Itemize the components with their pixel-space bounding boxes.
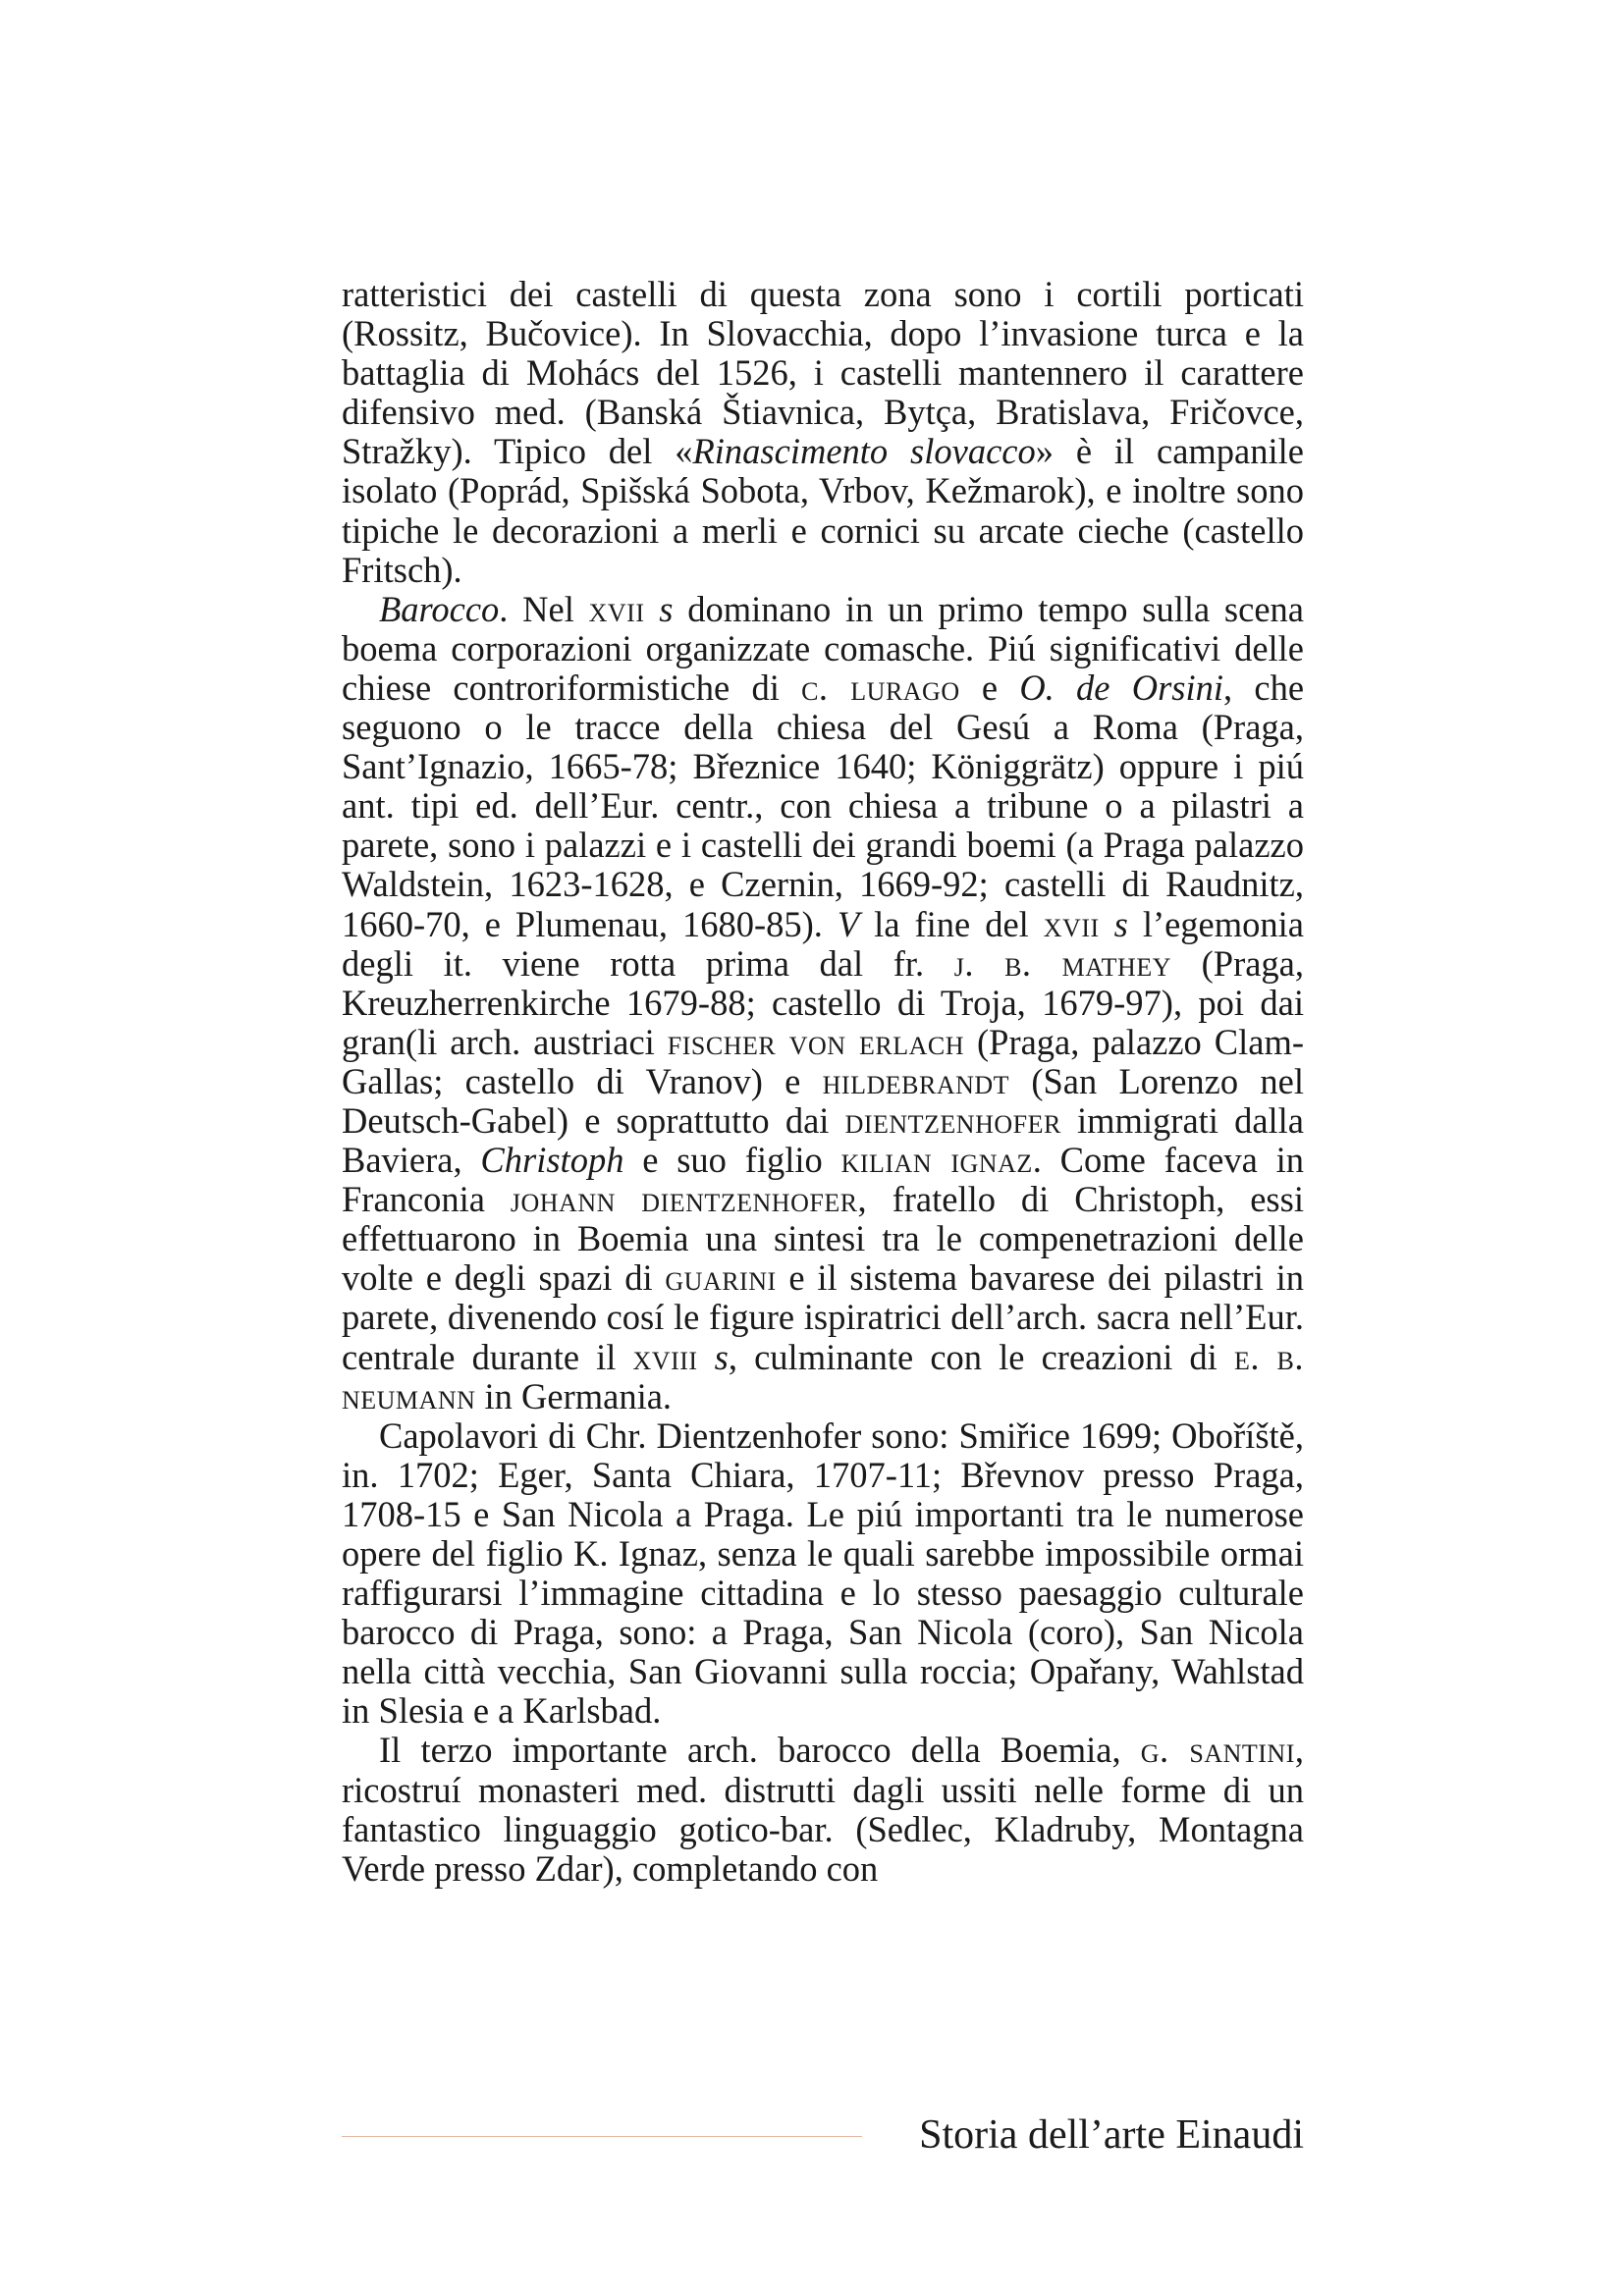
text-run [1100,904,1114,944]
small-caps-run: johann dientzenhofer [510,1179,858,1220]
small-caps-run: g. santini [1140,1730,1295,1771]
small-caps-run: hildebrandt [822,1060,1010,1101]
text-run: Capolavori di Chr. Dientzenhofer sono: Smiřice 1699; Oboříště, in. 1702; Eger, Santa Chiara, 1707-11; Břevnov presso Praga, 1708-15 e San Nicola a Praga. Le piú importanti tra le numerose opere del figlio K. Ignaz, senza le quali sarebbe impossibile ormai raffigurarsi l’immagine cittadina e lo stesso paesaggio culturale barocco di Praga, sono: a Praga, San Nicola (coro), San Nicola nella città vecchia, San Giovanni sulla roccia; Opařany, Wahlstad in Slesia e a Karlsbad. [342,1415,1304,1732]
paragraph-dientzenhofer-works [342,1416,1304,1732]
text-run: , che seguono o le tracce della chiesa del Gesú a Roma (Praga, Sant’Ignazio, 1665-78; Březnice 1640; Königgrätz) oppure i piú ant. tipi ed. dell’Eur. centr., con chiesa a tribune o a pilastri a parete, sono i palazzi e i castelli dei grandi boemi (a Praga palazzo Waldstein, 1623-1628, e Czernin, 1669-92; castelli di Raudnitz, 1660-70, e Plumenau, 1680-85). [342,667,1305,944]
italic-run: V [837,903,860,944]
text-run: . Nel [499,588,589,629]
small-caps-run: j. b. mathey [953,942,1171,984]
text-run: , fratello di Christoph, essi effettuarono in Boemia una sintesi tra le compenetrazioni delle volte e degli spazi di [342,1179,1304,1299]
text-run: immigrati dalla Baviera, [342,1099,1304,1181]
text-run: Il terzo importante arch. barocco della Boemia, [379,1730,1141,1771]
italic-run: O. de Orsini [1019,667,1224,708]
text-run [645,589,660,629]
footer-title: Storia dell’arte Einaudi [919,2112,1304,2158]
italic-run: s [714,1336,729,1377]
text-run: ratteristici dei castelli di questa zona sono i cortili porticati (Rossitz, Bučovice). In Slovacchia, dopo l’invasione turca e la battaglia di Mohács del 1526, i castelli mantennero il carattere difensivo med. (Banská Štiavnica, Bytça, Bratislava, Fričovce, Stražky). Tipico del « [342,274,1304,472]
italic-run: Barocco [379,588,500,629]
text-run: in Germania. [475,1375,673,1416]
text-run: (Praga, Kreuzherrenkirche 1679-88; castello di Troja, 1679-97), poi dai gran(li arch. austriaci [342,942,1304,1062]
paragraph-barocco [342,590,1304,1416]
small-caps-run: xviii [632,1336,698,1377]
footer-rule [342,2136,862,2137]
small-caps-run: dientzenhofer [844,1099,1061,1141]
text-run: l’egemonia degli it. viene rotta prima dal fr. [342,903,1304,984]
text-run: , culminante con le creazioni di [728,1336,1234,1377]
text-run: dominano in un primo tempo sulla scena boema corporazioni organizzate comasche. Piú significativi delle chiese controriformistiche di [342,588,1304,708]
small-caps-run: xvii [588,588,645,629]
small-caps-run: fischer von erlach [667,1021,965,1062]
italic-run: s [659,588,674,629]
body-text [342,275,1304,1889]
text-run: , ricostruí monasteri med. distrutti dagli ussiti nelle forme di un fantastico linguaggio gotico-bar. (Sedlec, Kladruby, Montagna Verde presso Zdar), completando con [342,1730,1304,1889]
small-caps-run: e. b. neumann [342,1336,1305,1416]
italic-run: Rinascimento slovacco [692,431,1036,472]
small-caps-run: xvii [1043,903,1100,944]
text-run: e il sistema bavarese dei pilastri in parete, divenendo cosí le figure ispiratrici dell’arch. sacra nell’Eur. centrale durante il [342,1257,1304,1377]
small-caps-run: kilian ignaz [840,1140,1033,1181]
paragraph [342,275,1304,590]
text-run: (San Lorenzo nel Deutsch-Gabel) e soprattutto dai [342,1060,1304,1141]
text-run: e suo figlio [623,1140,841,1181]
small-caps-run: c. lurago [801,667,960,708]
text-run: la fine del [859,903,1044,944]
text-run: . Come faceva in Franconia [342,1140,1304,1220]
text-run: (Praga, palazzo Clam-Gallas; castello di Vranov) e [342,1021,1305,1101]
italic-run: Christoph [480,1140,624,1181]
paragraph-santini [342,1731,1304,1888]
text-run [698,1337,715,1377]
text-run: » è il campanile isolato (Poprád, Spišská Sobota, Vrbov, Kežmarok), e inoltre sono tipiche le decorazioni a merli e cornici su arcate cieche (castello Fritsch). [342,431,1304,590]
small-caps-run: guarini [665,1257,777,1299]
text-run: e [959,667,1020,708]
italic-run: s [1113,903,1128,944]
